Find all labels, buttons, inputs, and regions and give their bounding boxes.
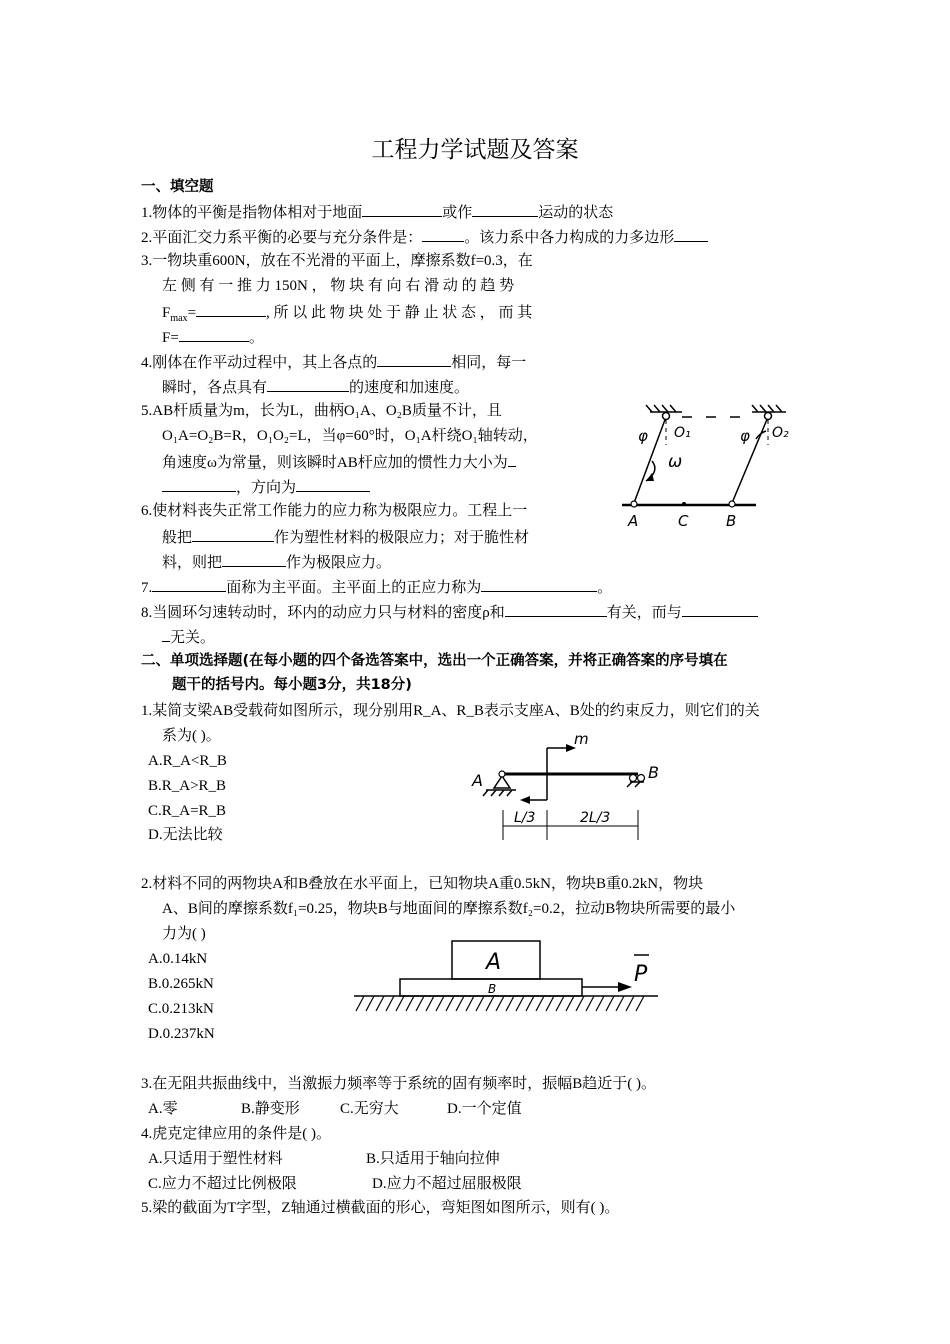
s2-q4-opt-a: A.只适用于塑性材料 [148,1151,283,1167]
s1-q4-l2: 瞬时，各点具有 的速度和加速度。 [162,376,469,398]
s1-q5-l3: 角速度ω为常量，则该瞬时AB杆应加的惯性力大小为 [162,451,516,473]
block-b-label: B [488,982,497,996]
s2-q3-opt-b: B.静变形 [241,1101,300,1117]
s1-q3-l4: F= 。 [162,326,264,348]
force-p-label: P [634,962,648,987]
s2-q2-opt-d: D.0.237kN [148,1026,215,1042]
s2-q3-opt-d: D.一个定值 [447,1101,522,1117]
span-l3-label: L/3 [514,810,536,826]
s1-q3-l1: 3.一物块重600N，放在不光滑的平面上，摩擦系数f=0.3，在 [141,253,533,269]
beam-b-label: B [648,763,659,782]
span-2l3-label: 2L/3 [580,810,611,826]
block-a-label: A [486,950,502,975]
s2-q1-opt-a: A.R_A<R_B [148,753,227,769]
s1-q6-l3: 料，则把 作为极限应力。 [162,551,391,573]
s2-q2-opt-b: B.0.265kN [148,976,214,992]
phi-label-left: φ [638,427,648,445]
s1-q4-l1: 4.刚体在作平动过程中，其上各点的 相同，每一 [141,351,526,373]
s1-q5-l2: O₁A=O₂B=R，O₁O₂=L，当φ=60°时，O₁A杆绕O₁轴转动， [162,428,538,444]
o1-label: O₁ [674,425,691,441]
point-b-label: B [726,512,737,530]
s1-q8-l1: 8.当圆环匀速转动时，环内的动应力只与材料的密度ρ和 有关，而与 [141,601,758,623]
s2-q5-l1: 5.梁的截面为T字型，Z轴通过横截面的形心，弯矩图如图所示，则有( )。 [141,1200,620,1216]
s1-q1: 1.物体的平衡是指物体相对于地面 或作 运动的状态 [141,201,613,223]
s2-q1-opt-c: C.R_A=R_B [148,803,227,819]
s2-q1-opt-b: B.R_A>R_B [148,778,227,794]
linkage-figure [610,395,800,535]
s2-q3-l1: 3.在无阻共振曲线中，当激振力频率等于系统的固有频率时，振幅B趋近于( )。 [141,1076,656,1092]
blocks-figure [352,935,672,1015]
moment-m-label: m [574,730,589,748]
s2-q3-opt-a: A.零 [148,1101,178,1117]
s2-q4-opt-b: B.只适用于轴向拉伸 [366,1151,500,1167]
s2-q1-l1: 1.某简支梁AB受载荷如图所示，现分别用R_A、R_B表示支座A、B处的约束反力，则它们的关 [141,703,760,719]
point-c-label: C [678,512,689,530]
beam-a-label: A [472,771,483,790]
omega-label: ω [668,452,683,472]
s1-q3-l3: $F_{max}=$ , 所 以 此 物 块 处 于 静 止 状 态 ， 而 其 [162,301,532,323]
phi-label-right: φ [740,427,750,445]
s2-q4-opt-c: C.应力不超过比例极限 [148,1176,297,1192]
s1-q6-l1: 6.使材料丧失正常工作能力的应力称为极限应力。工程上一 [141,503,528,519]
section2-heading-l2: 题干的括号内。每小题3分，共18分) [172,677,412,693]
s2-q3-opt-c: C.无穷大 [340,1101,399,1117]
s2-q1-opt-d: D.无法比较 [148,827,223,843]
s2-q4-opt-d: D.应力不超过屈服极限 [372,1176,522,1192]
s2-q2-l2: A、B间的摩擦系数f₁=0.25，物块B与地面间的摩擦系数f₂=0.2，拉动B物块所需要的最小 [162,901,736,917]
o2-label: O₂ [772,425,789,441]
s1-q7: 7. 面称为主平面。主平面上的正应力称为 。 [141,576,612,598]
s2-q2-opt-c: C.0.213kN [148,1001,214,1017]
s2-q2-opt-a: A.0.14kN [148,951,208,967]
section1-heading: 一、填空题 [141,179,214,195]
s1-q5-l4: ，方向为 [162,476,370,498]
s1-q5-l1: 5.AB杆质量为m，长为L，曲柄O₁A、O₂B质量不计，且 [141,403,502,419]
s2-q1-l2: 系为( )。 [162,728,221,744]
s2-q4-l1: 4.虎克定律应用的条件是( )。 [141,1126,331,1142]
s2-q2-l1: 2.材料不同的两物块A和B叠放在水平面上，已知物块A重0.5kN，物块B重0.2kN，物块 [141,876,704,892]
section2-heading-l1: 二、单项选择题(在每小题的四个备选答案中，选出一个正确答案，并将正确答案的序号填在 [141,653,728,669]
s2-q2-l3: 力为( ) [162,926,206,942]
s1-q3-l2: 左 侧 有 一 推 力 150N ， 物 块 有 向 右 滑 动 的 趋 势 [162,278,515,294]
s1-q8-l2: 无关。 [162,626,215,648]
beam-figure [470,730,680,845]
point-a-label: A [628,512,639,530]
s1-q6-l2: 般把 作为塑性材料的极限应力；对于脆性材 [162,526,529,548]
page-title: 工程力学试题及答案 [371,137,579,163]
s1-q2: 2.平面汇交力系平衡的必要与充分条件是： 。该力系中各力构成的力多边形 [141,226,708,248]
